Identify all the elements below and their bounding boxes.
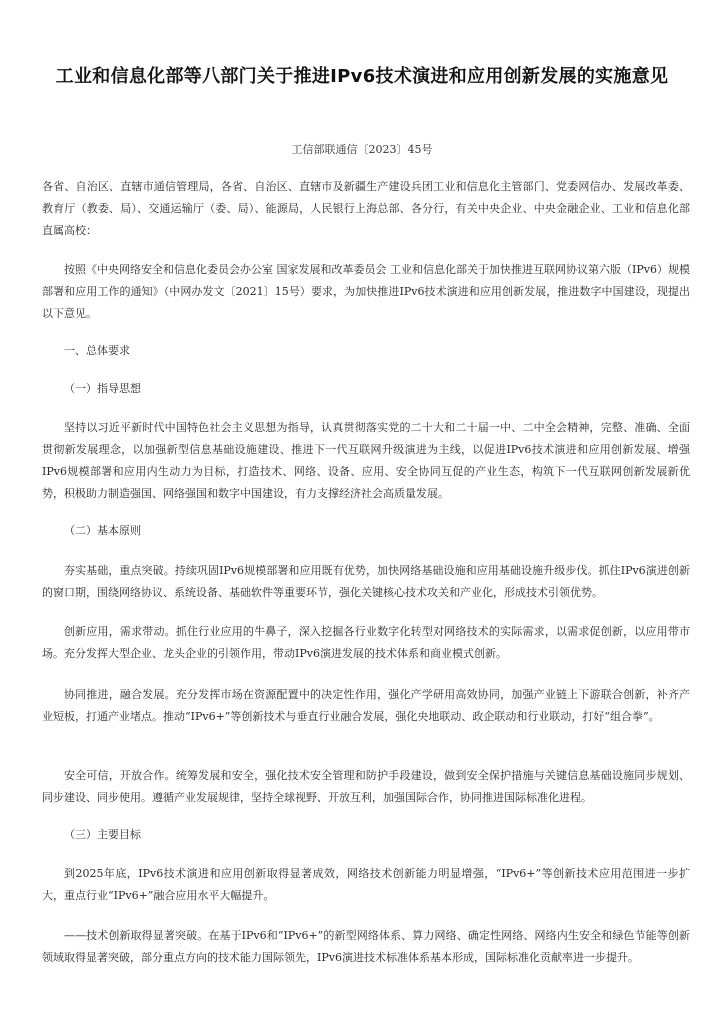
subheading-guiding-ideology: （一）指导思想 [64, 382, 141, 395]
guiding-ideology-paragraph: 坚持以习近平新时代中国特色社会主义思想为指导，认真贯彻落实党的二十大和二十届一中、二中全会精神，完整、准确、全面贯彻新发展理念，以加强新型信息基础设施建设、推进下一代互联网升级演进为主线，以促进IPv6技术演进和应用创新发展、增强IPv6规模部署和应用内生动力为目标，打造技术、网络、设备、应用、安全协同互促的产业生态，构筑下一代互联网创新发展新优势，积极助力制造强国、网络强国和数字中国建设，有力支撑经济社会高质量发展。 [42, 421, 690, 500]
document-number: 工信部联通信〔2023〕45号 [291, 143, 433, 156]
goal-paragraph-overall: 到2025年底，IPv6技术演进和应用创新取得显著成效，网络技术创新能力明显增强，“IPv6+”等创新技术应用范围进一步扩大，重点行业“IPv6+”融合应用水平大幅提升。 [42, 867, 690, 902]
principle-paragraph-foundation: 夯实基础，重点突破。持续巩固IPv6规模部署和应用既有优势，加快网络基础设施和应用基础设施升级步伐。抓住IPv6演进创新的窗口期，围绕网络协议、系统设备、基础软件等重要环节，强化关键核心技术攻关和产业化，形成技术引领优势。 [42, 564, 690, 599]
recipients-paragraph: 各省、自治区、直辖市通信管理局，各省、自治区、直辖市及新疆生产建设兵团工业和信息化主管部门、党委网信办、发展改革委、教育厅（教委、局）、交通运输厅（委、局）、能源局，人民银行上海总部、各分行，有关中央企业、中央金融企业、工业和信息化部直属高校： [42, 180, 690, 237]
principle-paragraph-coordination: 协同推进，融合发展。充分发挥市场在资源配置中的决定性作用，强化产学研用高效协同，加强产业链上下游联合创新，补齐产业短板，打通产业堵点。推动“IPv6+”等创新技术与垂直行业融合发展，强化央地联动、政企联动和行业联动，打好“组合拳”。 [42, 688, 690, 723]
subheading-basic-principles: （二）基本原则 [64, 524, 141, 537]
principle-paragraph-innovation: 创新应用，需求带动。抓住行业应用的牛鼻子，深入挖掘各行业数字化转型对网络技术的实际需求，以需求促创新，以应用带市场。充分发挥大型企业、龙头企业的引领作用，带动IPv6演进发展的技术体系和商业模式创新。 [42, 625, 690, 660]
document-title: 工业和信息化部等八部门关于推进IPv6技术演进和应用创新发展的实施意见 [55, 66, 669, 87]
subheading-main-goals: （三）主要目标 [64, 828, 141, 841]
goal-paragraph-technology: ——技术创新取得显著突破。在基于IPv6和“IPv6+”的新型网络体系、算力网络、确定性网络、网络内生安全和绿色节能等创新领域取得显著突破，部分重点方向的技术能力国际领先，IPv6演进技术标准体系基本形成，国际标准化贡献率进一步提升。 [42, 929, 690, 964]
intro-paragraph: 按照《中央网络安全和信息化委员会办公室 国家发展和改革委员会 工业和信息化部关于加快推进互联网协议第六版（IPv6）规模部署和应用工作的通知》（中网办发文〔2021〕15号）要求，为加快推进IPv6技术演进和应用创新发展，推进数字中国建设，现提出以下意见。 [42, 263, 690, 320]
principle-paragraph-security: 安全可信，开放合作。统筹发展和安全，强化技术安全管理和防护手段建设，做到安全保护措施与关键信息基础设施同步规划、同步建设、同步使用。遵循产业发展规律，坚持全球视野、开放互利，加强国际合作，协同推进国际标准化进程。 [42, 769, 690, 804]
section-heading-general-requirements: 一、总体要求 [64, 344, 130, 357]
